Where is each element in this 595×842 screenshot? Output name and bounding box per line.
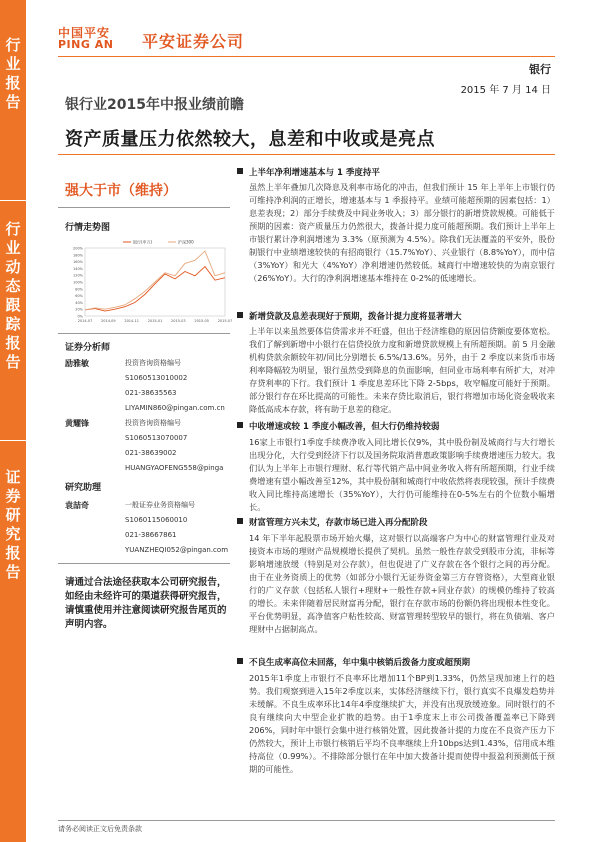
sidebar-divider [0, 200, 26, 201]
report-title: 资产质量压力依然较大，息差和中收或是亮点 [65, 129, 435, 150]
assistant-section-label: 研究助理 [65, 483, 102, 493]
section-heading: 财富管理方兴未艾，存款市场已进入再分配阶段 [249, 518, 428, 528]
x-tick-label: 2015-03 [171, 319, 186, 323]
y-tick-label: 60% [75, 294, 83, 299]
series-line [85, 267, 225, 312]
section-heading: 中收增速或较 1 季度小幅改善，但大行仍维持较弱 [249, 422, 440, 432]
analyst-detail: 投资咨询资格编号 [125, 359, 181, 367]
assistant-detail: 一般证券业务资格编号 [125, 501, 195, 509]
section-paragraph: 虽然上半年叠加几次降息及利率市场化的冲击，但我们预计 15 年上半年上市银行仍可维持净利润的正增长，增速基本与 1 季报持平。业绩可能超预期的因素包括：1）息差表现；2）部分手续费及中间业务收入；3）部分银行的新增贷款规模。可能低于预期的因素：资产质量压力仍然很大，拨备计提力度可能超预期。我们预计上半年上市银行累计净利润增速为 3.3%（原预测为 4.5%）。除我们无法覆盖的平安外，股份制银行中业绩增速较快的有招商银行（15.7%YoY）、兴业银行（8.8%YoY），而中信（3%YoY）和光大（4%YoY）净利增速仍然较低。城商行中增速较快的为南京银行（26%YoY）。大行的净利润增速基本维持在 0-2%的低速增长。 [249, 182, 555, 283]
sidebar-divider [0, 440, 26, 441]
header-rule [58, 56, 555, 57]
assistant-detail: S1060115060010 [125, 516, 188, 524]
sidebar-char: 动 [5, 258, 21, 276]
x-tick-label: 2014-09 [101, 319, 116, 323]
company-name: 平安证券公司 [142, 32, 245, 51]
legend-label: 沪深300 [178, 239, 194, 245]
industry-label: 银行 [529, 63, 551, 76]
sidebar-char: 究 [5, 525, 21, 543]
analyst-email: HUANGYAOFENG558@pinga [125, 464, 224, 472]
x-tick-label: 2014-07 [77, 319, 93, 323]
analyst-name: 励雅敏 [65, 359, 89, 368]
sidebar-tag-securities-research [0, 468, 26, 582]
report-subtitle: 银行业2015年中报业绩前瞻 [65, 97, 244, 113]
section-paragraph: 16家上市银行1季度手续费净收入同比增长仅9%，其中股份制及城商行与大行增长出现分化，大行受到经济下行以及国务院取消普惠政策影响手续费增速压力较大。我们认为上半年上市银行理财、私行等代销产品中间业务收入将有所超预期，行业手续费增速有望小幅改善至12%，其中股份制和城商行中收依然将表现较强，预计手续费收入同比维持高速增长（35%YoY），大行仍可能维持在0-5%左右的个位数小幅增长。 [249, 437, 555, 512]
sidebar-char: 报 [5, 544, 21, 562]
section-heading: 新增贷款及息差表现好于预期，拨备计提力度将显著增大 [249, 312, 462, 322]
legend-label: 银行(申万) [133, 239, 153, 245]
sidebar-char: 态 [5, 277, 21, 295]
pingan-logo-en: PING AN [58, 38, 114, 51]
rating: 强大于市（维持） [65, 183, 177, 199]
section-heading: 不良生成率高位未回落，年中集中核销后拨备力度或超预期 [249, 658, 471, 668]
x-tick-label: 2015-05 [194, 319, 209, 323]
sidebar-char: 踪 [5, 315, 21, 333]
sidebar-char: 告 [5, 93, 21, 111]
y-tick-label: 180% [72, 253, 83, 258]
left-rule [58, 333, 230, 334]
analyst-detail: 021-38635563 [125, 389, 177, 397]
y-tick-label: 160% [72, 260, 83, 265]
sidebar-char: 业 [5, 239, 21, 257]
y-tick-label: 200% [72, 246, 83, 251]
section-paragraph: 14 年下半年起股票市场开始火爆，这对银行以高端客户为中心的财富管理行业及对接资本市场的理财产品规模增长提供了契机。虽然一般性存款受到股市分流，非标等影响增速放缓（特别是对公存款），但也促进了广义存款在各个银行之间的再分配。由于在业务资质上的优势（如部分小银行无证券资金第三方存管资格），大型商业银行的广义存款（包括私人银行+理财+一般性存款+同业存款）的规模仍维持了较高的增长。未来伴随着居民财富再分配，银行在存款市场的份额仍将出现根本性变化。平台优势明显，高净值客户粘性较高、财富管理转型较早的银行，将在负债端、客户理财中占据制高点。 [249, 533, 555, 634]
footer-rule [58, 820, 555, 821]
price-chart [63, 236, 233, 328]
sidebar-tag-tracking-report [0, 220, 26, 372]
title-rule [58, 154, 555, 155]
x-tick-label: 2015-01 [147, 319, 163, 323]
chart-label: 行情走势图 [65, 223, 111, 233]
analyst-detail: 021-38639002 [125, 449, 177, 457]
sidebar-char: 告 [5, 353, 21, 371]
y-tick-label: 100% [72, 280, 83, 285]
section-paragraph: 上半年以来虽然要体信贷需求并不旺盛，但出于经济维稳的原因信贷额度要体宽松。我们了解到新增中小银行在信贷投放力度和新增贷款规模上有所超预期。前 5 月金融机构贷款余额较年初/同比分别增长 6.5%/13.6%。另外，由于 2 季度以来货币市场利率降幅较为明显，银行虽然受到降息的负面影响，但同业市场利率有所扩大，对冲存贷利率的下行。我们预计 1 季度息差环比下降 2-5bps，收窄幅度可能好于预期。部分银行存在环比提高的可能性。未来存贷比取消后，银行将增加市场化资金吸收来降低高成本存款，将有助于息差的稳定。 [249, 326, 555, 414]
analyst-email: LIYAMIN860@pingan.com.cn [125, 404, 225, 412]
section-heading: 上半年净利增速基本与 1 季度持平 [249, 168, 380, 178]
analyst-detail: S1060513010002 [125, 374, 188, 382]
pingan-logo-cn: 中国平安 [58, 26, 111, 40]
side-stripe [0, 0, 26, 842]
left-rule [58, 207, 230, 208]
x-tick-label: 2015-07 [217, 319, 233, 323]
assistant-email: YUANZHEQI052@pingan.com [125, 546, 229, 554]
sidebar-char: 行 [5, 220, 21, 238]
sidebar-tag-industry-report [0, 36, 26, 112]
sidebar-char: 告 [5, 563, 21, 581]
disclaimer: 请通过合法途径获取本公司研究报告，如经由未经许可的渠道获得研究报告，请慎重使用并注意阅读研究报告尾页的声明内容。 [65, 577, 227, 630]
sidebar-char: 证 [5, 468, 21, 486]
y-tick-label: 0% [77, 314, 83, 319]
sidebar-char: 报 [5, 334, 21, 352]
section-paragraph: 2015年1季度上市银行不良率环比增加11个BP到1.33%，仍然呈现加速上行的趋势。我们观察到进入15年2季度以来，实体经济继续下行，银行真实不良爆发趋势并未缓解。不良生成率环比14年4季度继续扩大，并没有出现放缓迹象。同时银行的不良有继续向大中型企业扩散的趋势。由于1季度末上市公司拨备覆盖率已下降到206%，同时年中银行会集中进行核销处置，因此拨备计提的力度在不良资产压力下仍然较大，预计上市银行核销后平均不良率继续上升10bps达到1.43%，信用成本维持高位（0.99%）。不排除部分银行在年中加大拨备计提而使得中报盈利预测低于预期的可能性。 [249, 673, 555, 774]
analyst-detail: S1060513070007 [125, 434, 188, 442]
y-tick-label: 80% [75, 287, 83, 292]
y-tick-label: 40% [75, 300, 83, 305]
sidebar-char: 跟 [5, 296, 21, 314]
y-tick-label: 140% [72, 266, 83, 271]
sidebar-char: 研 [5, 506, 21, 524]
series-line [85, 251, 225, 310]
left-rule [58, 563, 230, 564]
assistant-name: 袁喆奇 [65, 501, 89, 510]
analyst-detail: 投资咨询资格编号 [125, 419, 181, 427]
report-date: 2015 年 7 月 14 日 [460, 85, 551, 96]
assistant-detail: 021-38667861 [125, 531, 177, 539]
x-tick-label: 2014-11 [124, 319, 139, 323]
y-tick-label: 120% [72, 273, 83, 278]
analyst-section-label: 证券分析师 [65, 343, 111, 353]
sidebar-char: 报 [5, 74, 21, 92]
sidebar-char: 行 [5, 36, 21, 54]
sidebar-char: 业 [5, 55, 21, 73]
y-tick-label: 20% [75, 307, 83, 312]
sidebar-char: 券 [5, 487, 21, 505]
analyst-name: 黄耀锋 [65, 419, 89, 428]
footer-text: 请务必阅读正文后免责条款 [58, 825, 142, 833]
